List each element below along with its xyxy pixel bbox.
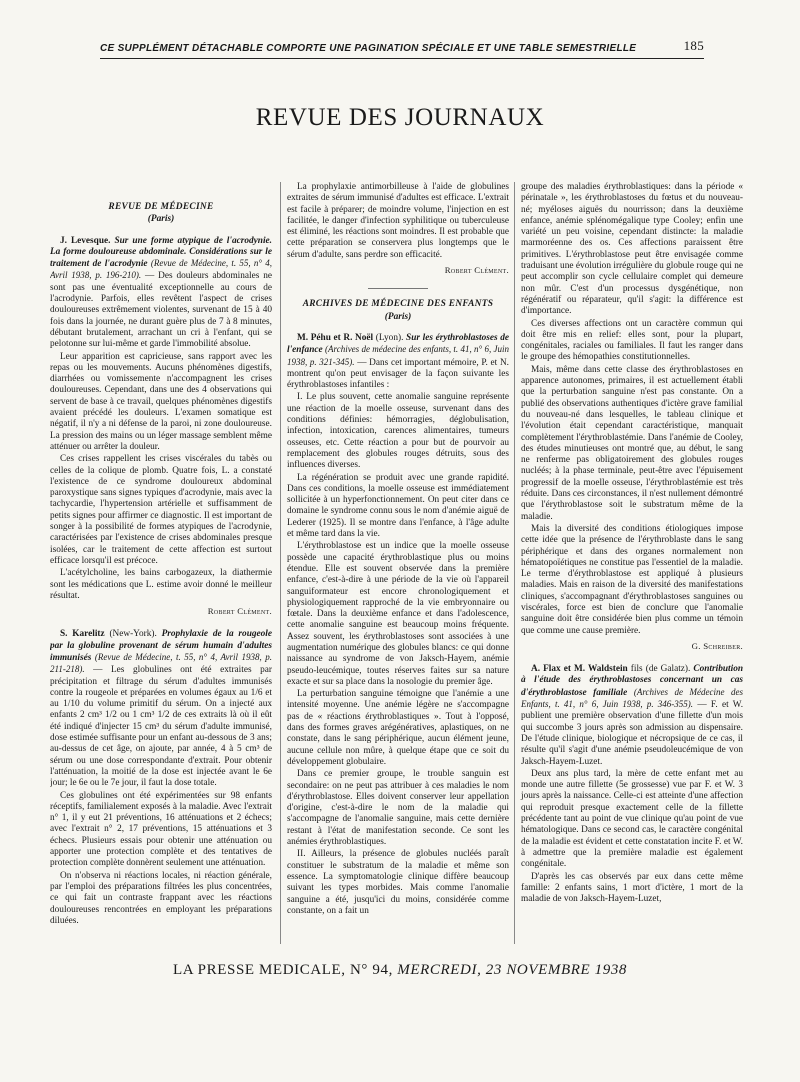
article-title: Sur une forme atypique de l'acrodynie. La forme douloureuse abdominale. Considérations sur le traitement de l'acrodynie [50,235,272,270]
running-head [100,30,704,59]
article-signature: G. Schreiber. [691,640,743,651]
article-author: M. Péhu et R. Noël [297,332,374,343]
article-pehu-noel [287,333,509,917]
article-header [50,629,272,789]
article-header [50,236,272,351]
article-flax-waldstein [521,664,743,905]
article-author: J. Levesque. [60,235,111,246]
paragraph: Ces diverses affections ont un caractère commun qui doit être mis en relief: elles sont, pour la plupart, congénitales, raciales ou familiales. Il faut les ranger dans le groupe des hémopathies constitutionnelles. [521,318,743,363]
column-1 [50,198,272,944]
article-header [521,664,743,768]
article-location: (Lyon). [375,332,404,343]
section-subheading: (Paris) [147,214,175,225]
article-location: fils (de Galatz). [630,664,691,675]
article-header [287,333,509,391]
section-subheading: (Paris) [384,311,412,322]
footer-journal: LA PRESSE MEDICALE, [172,962,346,978]
article-title: Contribution à l'étude des érythroblastoses concernant un cas d'érythroblastose familiale [521,664,743,698]
article-text: — Des douleurs abdominales ne sont pas une éventualité exceptionnelle au cours de l'acrodynie. Parfois, elles revêtent l'aspect de crises douloureuses extrêmement violentes, survenant de 15 à 40 fois dans la journée, ne durant guère plus de 7 à 8 minutes, débutant brutalement, arrachant un cri à l'enfant, qui se pelotonne sur lui-même et garde l'immobilité absolue. [50,271,272,350]
footer-issue: N° 94, [350,962,393,978]
paragraph: I. Le plus souvent, cette anomalie sanguine représente une réaction de la moelle osseuse, survenant dans des conditions définies: hémorragies, déglobulisation, infection, intoxication, carences alimentaires, tumeurs osseuses, etc. Cette réaction a pour but de pourvoir au remplacement des globules rouges détruits, sous des influences diverses. [287,392,509,471]
paragraph: Ces globulines ont été expérimentées sur 98 enfants réceptifs, familialement exposés à la maladie. Avec l'extrait n° 1, il y eut 21 préventions, 16 atténuations et 2 échecs; avec l'extrait n° 2, 17 préventions, 15 atténuations et 3 échecs. Plusieurs essais pour obtenir une atténuation ou apporter une protection complète et des tentatives de protection complète donnèrent seulement une atténuation. [50,790,272,869]
page-number: 185 [683,38,704,53]
article-location: (New-York). [109,629,157,640]
article-signature: Robert Clément. [444,265,509,276]
paragraph: La prophylaxie antimorbilleuse à l'aide de globulines extraites de sérum immunisé d'adultes est efficace. L'extrait est facile à préparer; de moindre volume, l'injection en est facilitée, le danger d'infection syphilitique ou tuberculeuse est éliminé, les réactions sont moindres. Il est probable que cette préparation se conservera plus longtemps que le sérum d'adulte, sans perdre son efficacité. [287,182,509,260]
paragraph: II. Ailleurs, la présence de globules nucléés paraît constituer le substratum de la maladie et même son essence. La symptomatologie clinique diffère beaucoup suivant les types morbides. Mais comme l'anomalie sanguine a été, jusqu'ici du moins, considérée comme constante, on a fait un [287,849,509,916]
section-divider [368,288,428,289]
article-author: S. Karelitz [60,629,105,640]
article-karelitz [50,629,272,927]
paragraph: groupe des maladies érythroblastiques: dans la période « périnatale », les érythroblastoses du fœtus et du nouveau-né; myéloses aiguës du nourrisson; dans la deuxième enfance, anémie splénomégalique type Cooley; enfin une variété un peu voisine, cependant distincte: la maladie marmoréenne des os. Ces affections paraissent être primitives. L'érythroblastose peut être envisagée comme traduisant une évolution irrégulière du globule rouge qui ne peut accomplir son cycle cellulaire complet qui demeure non mûr. C'est d'un processus dysgénétique, non régénératif ou réparateur, qu'il s'agit: la différence est d'importance. [521,182,743,317]
article-title: Prophylaxie de la rougeole par la globuline provenant de sérum humain d'adultes immunisés [50,629,272,663]
section-heading-archives-enfants: ARCHIVES DE MÉDECINE DES ENFANTS [302,299,494,310]
paragraph: Deux ans plus tard, la mère de cette enfant met au monde une autre fillette (5e grossesse) vue par F. et W. 3 jours après la naissance. Celle-ci est atteinte d'une affection qui reproduit presque exactement celle de la fillette précédente tant au point de vue clinique qu'au point de vue hématologique. Dans ce second cas, le caractère congénital de la maladie est évident et cette constatation incite F. et W. à admettre que la première maladie est également congénitale. [521,768,743,870]
article-author: A. Flax et M. Waldstein [531,664,628,675]
column-2 [280,182,509,944]
article-title: Sur les érythroblastoses de l'enfance [287,332,509,356]
paragraph: La perturbation sanguine témoigne que l'anémie a une intensité moyenne. Une anémie légère ne s'accompagne pas de « réactions érythroblastiques ». Tout à l'opposé, dans des formes graves arégénératives, aplastiques, on ne constate, dans le sang périphérique, aucun élément jeune, aucune cellule non mûre, à quelque étape que ce soit du développement globulaire. [287,689,509,767]
paragraph: D'après les cas observés par eux dans cette même famille: 2 enfants sains, 1 mort d'ictère, 1 mort de la maladie de von Jaksch-Hayem-Luzet, [521,871,743,905]
footer-date: MERCREDI, 23 NOVEMBRE 1938 [397,962,628,978]
page-footer [100,962,700,979]
article-source: (Archives de Médecine des Enfants, t. 41, n° 6, Juin 1938, p. 346-355). [521,686,743,710]
column-3 [514,182,743,944]
paragraph: La régénération se produit avec une grande rapidité. Dans ces conditions, la moelle osseuse est immédiatement sollicitée à un hyperfonctionnement. On peut citer dans ce domaine le syndrome connu sous le nom d'anémie aiguë de Lederer (1925). Il se montre dans l'enfance, à l'âge adulte et même tard dans la vie. [287,472,509,540]
page-title: REVUE DES JOURNAUX [255,104,545,131]
article-text: — F. et W. publient une première observation d'une fillette d'un mois qui succombe 3 jours après son admission au dispensaire. De l'étude clinique, biologique et nécropsique de ce cas, il résulte qu'il s'agit d'une anémie pseudoleucémique de von Jaksch-Hayem-Luzet. [521,700,743,767]
article-columns [0,182,800,944]
paragraph: L'érythroblastose est un indice que la moelle osseuse possède une capacité érythroblastique plus ou moins étendue. Elle est souvent observée dans la première enfance, c'est-à-dire à une période de la vie où l'appareil sanguiformateur est encore chronologiquement et physiologiquement rapproché de la vie embryonnaire ou fœtale. Dans la deuxième enfance et dans l'adolescence, cette anomalie sanguine est beaucoup moins fréquente. Assez souvent, les érythroblastoses sont associées à une augmentation numérique des globules blancs: ce qui donne naissance au syndrome de von Jaksch-Hayem, anémie pseudo-leucémique, toutes réserves faites sur sa nature exacte et sur sa place dans la nosologie du premier âge. [287,541,509,687]
paragraph: L'acétylcholine, les bains carbogazeux, la diathermie sont les médications que L. estime avoir donné le meilleur résultat. [50,568,272,601]
paragraph: Leur apparition est capricieuse, sans rapport avec les repas ou les mouvements. Aucuns phénomènes digestifs, diarrhées ou vomissemente n'accompagnent les crises douloureuses. Cependant, dans une des 4 observations qui servent de base à ce travail, quelques phénomènes digestifs avaient précédé les douleurs. L'examen somatique est négatif, il n'y a ni défense de la paroi, ni zone douloureuse. La pression des mains ou un léger massage semblent même atténuer ou arrêter la douleur. [50,351,272,452]
article-source: (Revue de Médecine, t. 55, n° 4, Avril 1938, p. 211-218). [50,651,272,675]
paragraph: Ces crises rappellent les crises viscérales du tabès ou celles de la colique de plomb. Quatre fois, L. a constaté l'existence de ce syndrome douloureux abdominal paroxystique sans signes typiques d'acrodynie, mais avec la tachycardie, l'hypertension artérielle et suffisamment de petits signes pour affirmer ce diagnostic. Il est important de songer à la possibilité de formes atypiques de l'acrodynie, caractérisées par l'existence de crises abdominales presque isolées, car le traitement de cette affection est surtout efficace lorsqu'il est précoce. [50,454,272,566]
article-signature: Robert Clément. [207,606,272,617]
article-text: — Les globulines ont été extraites par précipitation et filtrage du sérum d'adultes immunisés contre la rougeole et préparées en volumes égaux au 1/6 et au 1/10 du volume primitif du sérum. On a injecté aux enfants 2 cm³ 1/2 ou 1 cm³ 1/2 de ces extraits là où il eût été indiqué d'injecter 15 cm³ du sérum d'adulte immunisé, dose estimée suffisante pour un enfant au-dessous de 3 ans; au-dessus de cet âge, on ajoute, par année, 4 à 5 cm³ de sérum ou une dose correspondante d'extrait. Pour obtenir l'atténuation, la moitié de la dose est injectée avant le 6e jour; le 6e ou le 7e jour, il faut la dose totale. [50,665,272,789]
paragraph: Dans ce premier groupe, le trouble sanguin est secondaire: on ne peut pas attribuer à ces maladies le nom d'érythroblastose. Elles doivent conserver leur appellation d'origine, c'est-à-dire le nom de la maladie qui s'accompagne de l'anomalie sanguine, mais cette dernière restant à l'état de manifestation seconde. Ce sont les anémies érythroblastiques. [287,769,509,848]
paragraph: On n'observa ni réactions locales, ni réaction générale, par l'emploi des préparations filtrées les plus concentrées, ce qui fait un contraste frappant avec les réactions douloureuses rencontrées en employant les préparations diluées. [50,870,272,926]
article-text: — Dans cet important mémoire, P. et N. montrent qu'on peut envisager de la façon suivante les érythroblastoses infantiles : [287,357,509,391]
running-head-text: CE SUPPLÉMENT DÉTACHABLE COMPORTE UNE PAGINATION SPÉCIALE ET UNE TABLE SEMESTRIELLE [100,43,637,54]
article-source: (Archives de médecine des enfants, t. 41, n° 6, Juin 1938, p. 321-345). [287,344,509,367]
section-heading-revue-de-medecine: REVUE DE MÉDECINE [108,202,214,212]
article-levesque [50,236,272,618]
article-source: (Revue de Médecine, t. 55, n° 4, Avril 1938, p. 196-210). [50,258,272,281]
paragraph: Mais, même dans cette classe des érythroblastoses en apparence autonomes, primaires, il est actuellement établi que la perturbation sanguine n'est pas constante. On a publié des observations authentiques d'ictère grave familial du nouveau-né dans lesquelles, le tableau clinique et l'évolution était cependant caractéristique, manquait complètement l'érythroblastémie. Dans l'anémie de Cooley, des études minutieuses ont montré que, au début, le sang ne renferme pas obligatoirement des globules rouges nucléés; à la phase terminale, peut-être avec l'épuisement progressif de la moelle osseuse, l'érythroblastémie est très réduite. Dans ces circonstances, il n'est nullement démontré que l'érythroblastose soit le substratum même de la maladie. [521,364,743,522]
paragraph: Mais la diversité des conditions étiologiques impose cette idée que la présence de l'érythroblaste dans le sang périphérique et dans des organes normalement non hématopoïétiques ne constitue pas l'essentiel de la maladie. Le terme d'érythroblastose est appliqué à plusieurs maladies. Mais en raison de la diversité des manifestations cliniques, s'accompagnant d'érythroblastoses sanguines ou viscérales, force est bien de conclure que l'anomalie sanguine doit être considérée bien plus comme un témoin que comme une cause première. [521,523,743,636]
